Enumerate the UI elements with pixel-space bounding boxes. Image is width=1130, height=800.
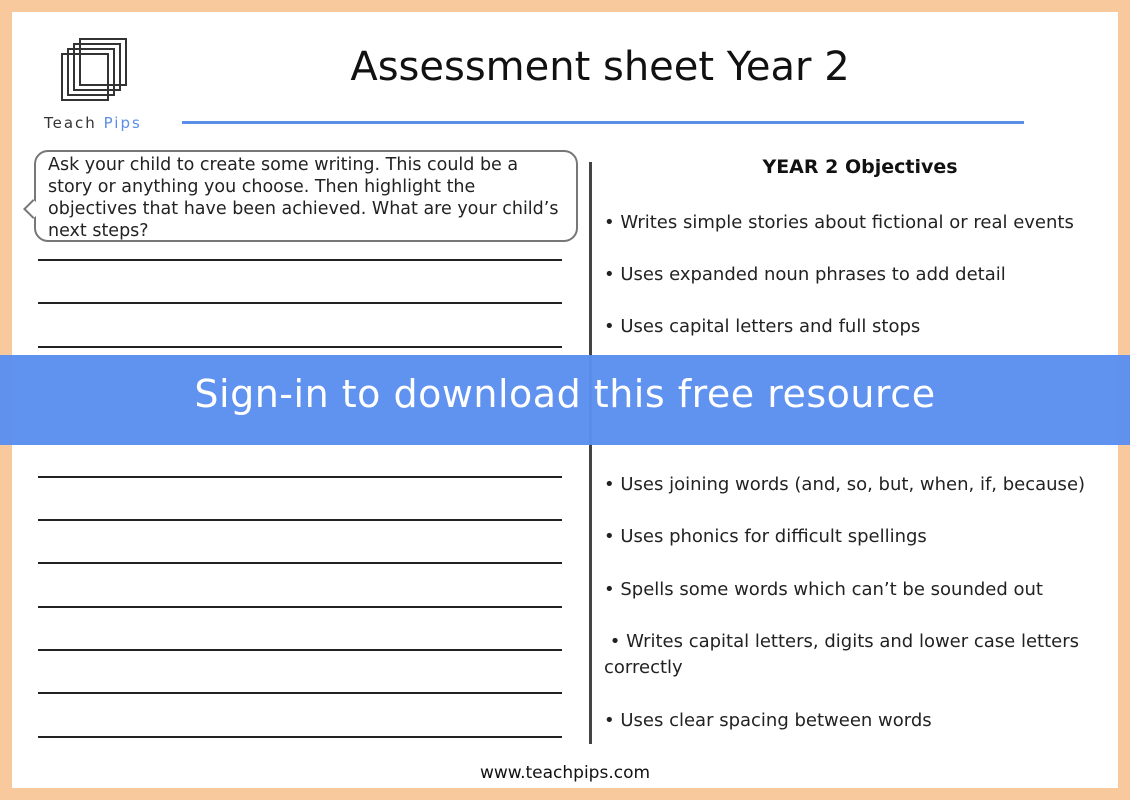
objective-item: • Spells some words which can’t be sounded out (604, 579, 1043, 600)
writing-line (38, 606, 562, 608)
objectives-heading: YEAR 2 Objectives (762, 156, 958, 178)
writing-line (38, 476, 562, 478)
objective-item: • Uses clear spacing between words (604, 710, 932, 731)
title-underline (182, 121, 1024, 124)
teachpips-logo-icon (60, 36, 130, 106)
footer-url: www.teachpips.com (479, 763, 651, 783)
writing-line (38, 519, 562, 521)
writing-line (38, 692, 562, 694)
writing-line (38, 736, 562, 738)
writing-line (38, 562, 562, 564)
objective-item: • Uses phonics for difficult spellings (604, 526, 927, 547)
column-divider (589, 162, 592, 744)
objective-item: • Writes simple stories about fictional or real events (604, 212, 1074, 233)
brand-name-part1: Teach (44, 114, 97, 132)
writing-line (38, 346, 562, 348)
instructions-bubble: Ask your child to create some writing. This could be a story or anything you choose. Then highlight the objectives that have been achieved. What are your child’s next steps? (34, 150, 578, 242)
page-title: Assessment sheet Year 2 (350, 44, 850, 90)
writing-line (38, 649, 562, 651)
sign-in-banner-text[interactable]: Sign-in to download this free resource (194, 372, 936, 416)
writing-line (38, 302, 562, 304)
writing-line (38, 259, 562, 261)
objective-item: • Uses expanded noun phrases to add detail (604, 264, 1006, 285)
objective-item: • Writes capital letters, digits and lower case letters correctly (604, 631, 1085, 678)
objective-item: • Uses capital letters and full stops (604, 316, 921, 337)
brand-name-part2: Pips (103, 114, 142, 132)
brand-name (44, 114, 142, 132)
objective-item: • Uses joining words (and, so, but, when, if, because) (604, 474, 1086, 495)
